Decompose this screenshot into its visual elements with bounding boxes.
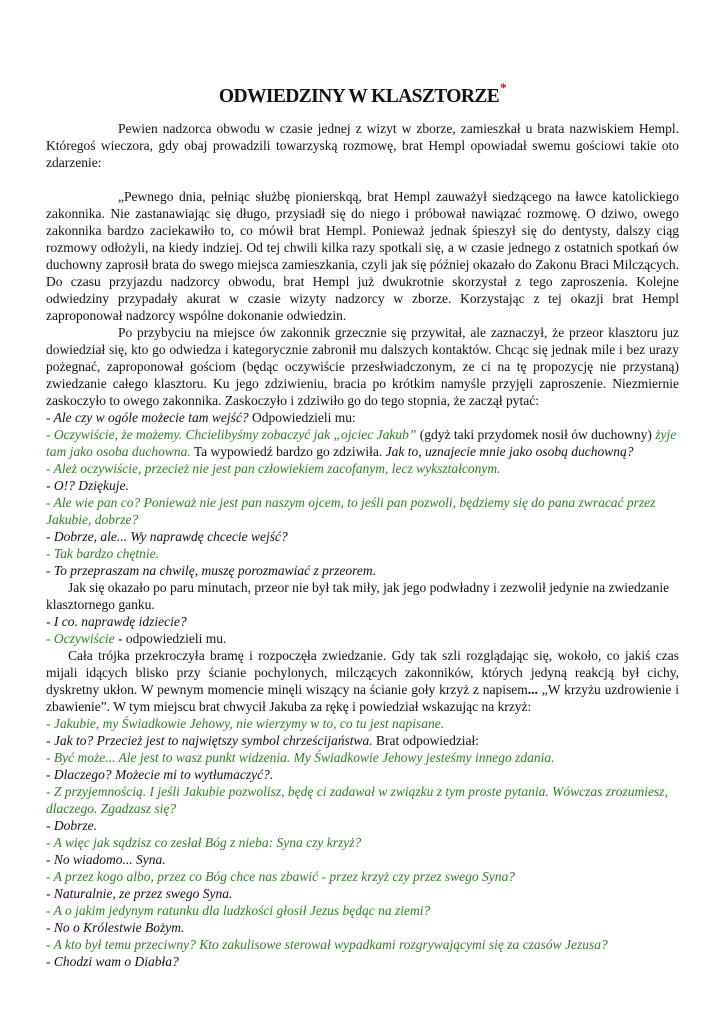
intro-paragraph: Pewien nadzorca obwodu w czasie jednej z wizyt w zborze, zamieszkał u brata nazwiskiem Hempl. Któregoś wieczora, gdy obaj prowadzili towarzyską rozmowę, brat Hempl opowiadał swemu gościowi takie oto zdarzenie: [46, 121, 679, 170]
dialogue-line-10 [46, 630, 679, 647]
ellipsis: ... [527, 682, 538, 697]
story-paragraph-3: Jak się okazało po paru minutach, przeor nie był tak miły, jak jego podwładny i zezwolił jedynie na zwiedzanie klasztornego ganku. [46, 580, 670, 612]
brothers-speech: - Oczywiście [46, 631, 115, 646]
narration: „W krzyżu uzdrowienie i zbawienie”. W tym miejscu brat chwycił Jakuba za rękę i powiedział wskazując na krzyż: [46, 682, 679, 714]
narration: (gdyż taki przydomek nosił ów duchowny) [416, 427, 656, 442]
dialogue-line-19: - A przez kogo albo, przez co Bóg chce nas zbawić - przez krzyż czy przez swego Syna? [46, 869, 515, 884]
narration: Odpowiedzieli mu: [248, 410, 356, 425]
dialogue-line-7: - Tak bardzo chętnie. [46, 546, 159, 561]
dialogue-line-18: - No wiadomo... Syna. [46, 852, 166, 867]
dialogue-line-22: - No o Królestwie Bożym. [46, 920, 185, 935]
narration: Cała trójka przekroczyła bramę i rozpoczęła zwiedzanie. Gdy tak szli rozglądając się, wokoło, co jakiś czas mijali idących blisko przy ścianie pochylonych, milczących zakonników, których jedyną reakcją był cichy, dyskretny ukłon. W pewnym momencie minęli wiszący na ścianie goły krzyż z napisem [46, 648, 679, 697]
dialogue-line-23: - A kto był temu przeciwny? Kto zakulisowe sterował wypadkami rozgrywającymi się za czasów Jezusa? [46, 937, 608, 952]
dialogue-line-4: - O!? Dziękuje. [46, 478, 129, 493]
brothers-speech: żyje tam jako osoba duchowna. [46, 427, 677, 459]
dialogue-line-13: - Być może... Ale jest to wasz punkt widzenia. My Świadkowie Jehowy jesteśmy innego zdania. [46, 750, 555, 765]
monk-speech: - Ale czy w ogóle możecie tam wejść? [46, 410, 249, 425]
narration: - odpowiedzieli mu. [114, 631, 227, 646]
dialogue-line-3: - Ależ oczywiście, przecież nie jest pan człowiekiem zacofanym, lecz wykształconym. [46, 461, 501, 476]
dialogue-line-1 [46, 409, 679, 426]
dialogue-line-5: - Ale wie pan co? Ponieważ nie jest pan naszym ojcem, to jeśli pan pozwoli, będziemy się do pana zwracać przez Jakubie, dobrze? [46, 495, 656, 527]
dialogue-line-6: - Dobrze, ale... Wy naprawdę chcecie wejść? [46, 529, 288, 544]
monk-speech: Jak to, uznajecie mnie jako osobą duchowną? [385, 444, 634, 459]
dialogue-line-24: - Chodzi wam o Diabła? [46, 954, 179, 969]
monk-speech: - Jak to? Przecież jest to najwiętszy symbol chrześcijaństwa. [46, 733, 373, 748]
dialogue-line-17: - A więc jak sądzisz co zesłał Bóg z nieba: Syna czy krzyż? [46, 835, 362, 850]
footnote-mark: * [500, 80, 507, 95]
story-paragraph-2: Po przybyciu na miejsce ów zakonnik grzecznie się przywitał, ale zaznaczył, że przeor klasztoru juz dowiedział się, kto go odwiedza i kategorycznie zabronił mu dalszych kontaktów. Chcąc się jednak mile i bez urazy pożegnać, zaproponował gościom (będąc oczywiście przesłwiadczonym, ze ci na tę propozycję nie przystaną) zwiedzanie całego klasztoru. Ku jego zdziwieniu, bracia po krótkim namyśle przyjęli zaproszenie. Niezmiernie zaskoczyło to owego zakonnika. Zaskoczyło i zdziwiło go do tego stopnia, że zaczął pytać: [46, 325, 679, 408]
dialogue-line-16: - Dobrze. [46, 818, 97, 833]
title-text: ODWIEDZINY W KLASZTORZE [218, 86, 500, 107]
story-paragraph-4 [46, 647, 679, 715]
dialogue-line-15: - Z przyjemnością. I jeśli Jakubie pozwolisz, będę ci zadawał w związku z tym proste pytania. Wówczas zrozumiesz, dlaczego. Zgadzasz się? [46, 784, 668, 816]
dialogue-line-21: - A o jakim jedynym ratunku dla ludzkości głosił Jezus będąc na ziemi? [46, 903, 431, 918]
dialogue-line-11: - Jakubie, my Świadkowie Jehowy, nie wierzymy w to, co tu jest napisane. [46, 716, 445, 731]
narration: Ta wypowiedź bardzo go zdziwiła. [190, 444, 386, 459]
dialogue-line-20: - Naturalnie, ze przez swego Syna. [46, 886, 233, 901]
document-title [46, 76, 679, 109]
dialogue-line-9: - I co. naprawdę idziecie? [46, 614, 187, 629]
dialogue-line-8: - To przepraszam na chwilę, muszę porozmawiać z przeorem. [46, 563, 377, 578]
brothers-speech: - Oczywiście, że możemy. Chcielibyśmy zobaczyć jak „ojciec Jakub” [46, 427, 417, 442]
dialogue-line-14: - Dlaczego? Możecie mi to wytłumaczyć?. [46, 767, 274, 782]
dialogue-line-12 [46, 732, 679, 749]
dialogue-line-2 [46, 426, 679, 460]
narration: Brat odpowiedział: [372, 733, 480, 748]
story-paragraph-1: „Pewnego dnia, pełniąc służbę pionierskqą, brat Hempl zauważył siedzącego na ławce katolickiego zakonnika. Nie zastanawiając się długo, przysiadł się do niego i próbował nawiązać rozmowę. O dziwo, owego zakonnika bardzo zaciekawiło to, co mówił brat Hempl. Ponieważ jednak śpieszył się do dentysty, dalszy ciąg rozmowy odłożyli, na kiedy indziej. Od tej chwili kilka razy spotkali się, a w czasie jednego z ostatnich spotkań ów duchowny zaprosił brata do swego miejsca zamieszkania, czyli jak się później okazało do Zakonu Braci Milczących. Do czasu przyjazdu nadzorcy obwodu, brat Hempl już dwukrotnie skorzystał z tego zaproszenia. Kolejne odwiedziny przypadały akurat w czasie wizyty nadzorcy w zborze. Korzystając z tej okazji brat Hempl zaproponował nadzorcy wspólne dokonanie odwiedzin. [46, 189, 679, 323]
